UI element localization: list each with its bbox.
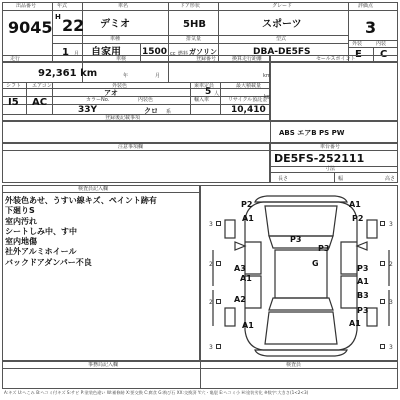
damage-code: P2 bbox=[241, 200, 253, 209]
note-line: 室内地傷 bbox=[5, 237, 37, 247]
car-diagram bbox=[205, 190, 397, 360]
fuel-label: 燃料 bbox=[178, 51, 189, 57]
doors-value: 5HB bbox=[183, 19, 206, 30]
displacement-unit: cc bbox=[170, 51, 176, 57]
mileage-status-label: 換算走行距離 bbox=[232, 56, 263, 62]
recycle-label: リサイクル預託金 bbox=[228, 97, 268, 103]
damage-code: P3 bbox=[357, 264, 369, 273]
model-value: デミオ bbox=[100, 19, 130, 30]
check-box bbox=[216, 344, 221, 349]
color-code-value: 33Y bbox=[78, 105, 98, 115]
divider bbox=[52, 82, 53, 114]
divider bbox=[190, 82, 191, 114]
divider bbox=[270, 62, 398, 63]
damage-code: P2 bbox=[352, 214, 364, 223]
shift-value: I5 bbox=[8, 97, 19, 108]
damage-code: A3 bbox=[234, 264, 246, 273]
check-box bbox=[380, 344, 385, 349]
displacement-value: 1500 bbox=[142, 47, 168, 57]
side-number: 3 bbox=[389, 221, 393, 228]
check-box bbox=[380, 261, 385, 266]
recycle-value: 10,410 bbox=[231, 105, 266, 115]
damage-code: A1 bbox=[242, 321, 254, 330]
doors-label: ドア形状 bbox=[180, 3, 200, 9]
check-box bbox=[216, 261, 221, 266]
divider bbox=[52, 43, 348, 44]
side-number: 2 bbox=[389, 261, 393, 268]
chassis-label: 車台番号 bbox=[320, 144, 341, 150]
displacement-label: 排気量 bbox=[186, 36, 202, 42]
divider bbox=[2, 10, 398, 11]
divider bbox=[220, 82, 221, 114]
check-box bbox=[216, 221, 221, 226]
interior-color-unit: 系 bbox=[166, 109, 172, 115]
divider bbox=[168, 2, 169, 62]
divider bbox=[2, 150, 270, 151]
interior-grade: C bbox=[380, 49, 388, 60]
divider bbox=[2, 192, 200, 193]
registration-label: 登録番号 bbox=[196, 56, 217, 62]
damage-code: A1 bbox=[240, 274, 252, 283]
side-number: 3 bbox=[389, 344, 393, 351]
usage-label: 車種 bbox=[110, 36, 121, 42]
model-code-value: DBA-DE5FS bbox=[253, 47, 311, 57]
inspector-label: 検査員 bbox=[286, 362, 302, 368]
damage-code: A1 bbox=[357, 277, 369, 286]
sales-points-label: セールスポイント bbox=[316, 56, 356, 62]
inspection-month-unit: 年 bbox=[123, 73, 129, 79]
side-number: 2 bbox=[209, 261, 213, 268]
divider bbox=[270, 121, 271, 143]
width-label: 幅 bbox=[338, 176, 344, 182]
score-value: 3 bbox=[365, 18, 377, 37]
exterior-color-label: 外装色 bbox=[112, 83, 128, 89]
notes-label: 注意事項欄 bbox=[118, 144, 144, 150]
side-number: 3 bbox=[389, 299, 393, 306]
check-box bbox=[380, 221, 385, 226]
month-unit: 月 bbox=[74, 51, 80, 57]
interior-label: 内装 bbox=[376, 41, 387, 47]
sales-points-frame bbox=[270, 55, 398, 121]
damage-code: P3 bbox=[357, 306, 369, 315]
side-number: 3 bbox=[209, 221, 213, 228]
ac-value: AC bbox=[32, 97, 48, 108]
note-line: 外装色あせ、うすい線キズ、ペイント跡有 bbox=[5, 196, 157, 205]
inspector-notes-list bbox=[5, 196, 157, 268]
capacity-unit: 人 bbox=[214, 91, 220, 97]
inspector-notes-label: 検査員記入欄 bbox=[78, 186, 109, 192]
equipment-list: ABS エアB PS PW bbox=[279, 129, 345, 137]
mileage-value: 92,361 km bbox=[38, 68, 98, 79]
note-line: 室内汚れ bbox=[5, 216, 37, 226]
post-registration-label: 登録後記載事項 bbox=[105, 115, 141, 121]
note-line: 下廻りS bbox=[5, 206, 35, 216]
side-number: 3 bbox=[209, 344, 213, 351]
side-number: 2 bbox=[209, 299, 213, 306]
note-line: シートしみ中、す中 bbox=[5, 226, 77, 236]
divider bbox=[26, 82, 27, 114]
capacity-value: 5 bbox=[205, 87, 212, 97]
divider bbox=[348, 2, 349, 62]
interior-color-label: 内装色 bbox=[138, 97, 154, 103]
legend: A:キズ U:へこみ B:ヘコミ付キズ S:サビ P:塗装色違い W:補修跡 X:要交換 C:腐食 G:飛び石 XX:交換済 Y:穴・亀裂 E:ヘコミ小 H:塗装劣化 ※数字:大きさ(1<2<3) bbox=[4, 390, 309, 395]
damage-code: B3 bbox=[357, 291, 369, 300]
damage-code: P3 bbox=[290, 235, 302, 244]
exterior-color-value: アオ bbox=[104, 89, 118, 97]
mileage-label: 走行 bbox=[10, 56, 21, 62]
lot-number-label: 出品番号 bbox=[16, 3, 37, 9]
divider bbox=[334, 172, 335, 183]
damage-code: A1 bbox=[349, 319, 361, 328]
grade-value: スポーツ bbox=[262, 19, 302, 30]
month-value: 1 bbox=[62, 47, 69, 58]
damage-code: A1 bbox=[349, 200, 361, 209]
divider bbox=[200, 361, 201, 389]
era-mark: H bbox=[55, 13, 61, 21]
damage-code: A1 bbox=[242, 214, 254, 223]
exterior-grade: E bbox=[355, 49, 362, 60]
load-label: 最大積載量 bbox=[236, 83, 262, 89]
load-unit: kg bbox=[264, 94, 271, 100]
exterior-label: 外装 bbox=[352, 41, 363, 47]
usage-value: 自家用 bbox=[91, 47, 121, 58]
chassis-number: DE5FS-252111 bbox=[274, 152, 365, 165]
capacity-label: 乗車定員 bbox=[194, 83, 215, 89]
lot-number: 9045 bbox=[8, 18, 53, 37]
dimensions-label: 寸法 bbox=[325, 166, 336, 172]
grade-label: グレード bbox=[272, 3, 293, 9]
damage-code: P3 bbox=[318, 244, 330, 253]
damage-code: A2 bbox=[234, 295, 246, 304]
shift-label: シフト bbox=[6, 83, 22, 89]
divider bbox=[270, 150, 398, 151]
year-value: 22 bbox=[62, 16, 85, 35]
model-label: 車名 bbox=[118, 3, 129, 9]
divider bbox=[168, 55, 169, 82]
inspection-label: 車検 bbox=[116, 56, 127, 62]
distance-unit: km bbox=[263, 73, 271, 79]
check-box bbox=[216, 299, 221, 304]
divider bbox=[2, 62, 270, 63]
damage-code: G bbox=[312, 259, 319, 268]
check-box bbox=[380, 299, 385, 304]
year-label: 年式 bbox=[57, 3, 68, 9]
import-label: 輸入車 bbox=[194, 97, 210, 103]
divider bbox=[218, 2, 219, 62]
note-line: バックドアダンパー不良 bbox=[5, 257, 92, 267]
note-line: 社外アルミホイール bbox=[5, 247, 77, 257]
interior-color-value: クロ bbox=[144, 107, 158, 115]
score-label: 評価点 bbox=[358, 3, 374, 9]
model-code-label: 型式 bbox=[276, 36, 287, 42]
fuel-value: ガソリン bbox=[189, 48, 217, 56]
height-label: 高さ bbox=[385, 176, 396, 182]
color-code-label: カラーNo. bbox=[86, 97, 110, 103]
ac-label: エアコン bbox=[32, 83, 52, 89]
office-notes-label: 事務局記入欄 bbox=[88, 362, 119, 368]
inspection-day-unit: 月 bbox=[155, 73, 161, 79]
length-label: 長さ bbox=[278, 176, 289, 182]
